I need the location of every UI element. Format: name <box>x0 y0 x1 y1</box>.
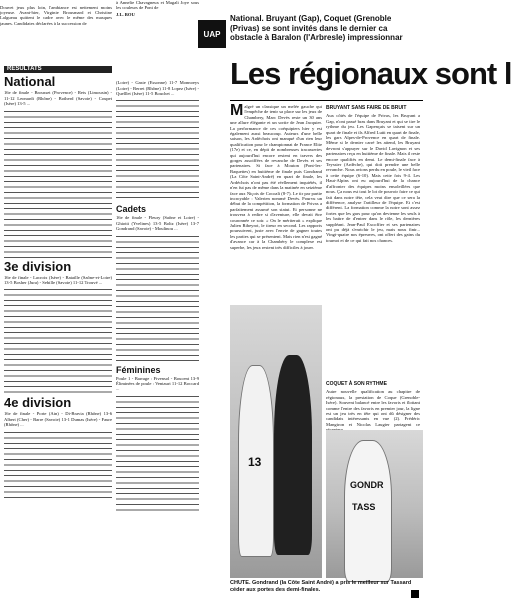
photo-label-gondr: GONDR <box>350 480 384 490</box>
heading-feminines: Féminines <box>116 364 161 375</box>
photo-label-tass: TASS <box>352 502 376 512</box>
photo-number: 13 <box>248 455 262 469</box>
col2-top-text: à Annelie Chavagneux et Magali Joye sous les couleurs de Pont de <box>116 0 199 11</box>
headline-rule <box>230 100 423 101</box>
dropcap: M <box>230 102 244 119</box>
article-1-paragraph <box>230 104 322 250</box>
col2-byline: J.L. BOU <box>116 11 135 17</box>
logo-text: UAP <box>203 29 221 39</box>
photo-players <box>230 305 322 578</box>
cadets-results: 16e de finale - Fleury (Saône et Loire) - Ghiotti (Yvelines) 13-5 Boltz (Isère) 13-7 Gondrand (Savoie) - Moulinou ... <box>116 215 199 232</box>
cadets-filler <box>116 233 199 363</box>
feminines-filler <box>116 393 199 511</box>
division-4-filler <box>4 429 112 499</box>
photo-caption: CHUTE. Gondrand (la Côte Saint André) a pris le meilleur sur Tassard céder aux portes des demi-finales. <box>230 580 412 593</box>
heading-division-4: 4e division <box>4 395 72 411</box>
photo-players-right <box>326 430 423 578</box>
division-4-results: 16e de finale - Porte (Ain) - Di-Bravia (Rhône) 13-6 Albert (Cher) - Barre (Savoie) 13-1 Dumas (Isère) - Faure (Rhône) ... <box>4 411 112 428</box>
page-marker <box>411 590 419 598</box>
heading-cadets: Cadets <box>116 204 147 215</box>
article-2-subhead: BRUYANT SANS FAIRE DE BRUIT <box>326 105 407 111</box>
national-results-filler <box>4 108 112 258</box>
uap-logo <box>198 20 226 48</box>
kicker-lead: National. <box>230 14 264 23</box>
article-2-text: Aux côtés de l'équipe de Privas, les Bruyant a Gap, n'ont passé bras dans Bruyant et qui se tire le rythme du jeu. Les Gapençais se taisent sur un quart de finale et ils Alfred Lutti en quart de finale, les gars Alpes-de-Provence en quart de finale. Même si le dernier carré les attend, les Bruyant devront s'appuyer sur le David Lavignon et ses partenaires reçu en huitième de finale. Mais il reste encore qualifiés en demi. Le demi-finale face à Teyssier (Ardèche), qui doit prendre une belle revanche. Nous avions perdu en poule, le vieil face à cette équipe (6-10). Mais cette fois 9-4. Les Haut-Alpins ont eu aujourd'hui de la chance d'affronter des équipes moins ensoleillées que nous. Ça nous est tout le lot de pouvoir faire ce qui fait dans notre tête, cela veut dire que ce sera la différence, analyse l'artilleur de l'équipe. Et c'est différent. La formation comme la notre sont assez fortes que les gars pour qu'on devienne les seuls à les battre de d'entrer dans le rôle, les dernières suppléant. Jean-Paul Excoffier et ses partenaires ont pu déjà s'enrichir le jeu, mais nous finir... Vingt-quatre nos épreuves, ont offert des gains du tournoi et de ce qui fait nos chances. <box>326 113 421 243</box>
article-3-subhead: COQUET À SON RYTHME <box>326 381 387 387</box>
article-2 <box>326 104 420 244</box>
col2-filler-a <box>116 97 199 202</box>
headline: Les régionaux sont l <box>230 56 511 91</box>
results-column <box>4 64 112 500</box>
kicker <box>230 14 420 43</box>
heading-division-3: 3e division <box>4 258 72 274</box>
article-3 <box>326 380 420 434</box>
division-3-filler <box>4 286 112 394</box>
kicker-text: Bruyant (Gap), Coquet (Grenoble (Privas) se sont invités dans le dernier ca obstacle à Baralon (l'Arbresle) impressionnar <box>230 14 403 42</box>
intro-paragraph: Douvet jeux plus loin, l'ambiance est nettement moins joyeuse. Avant-hier, Virginie Brousmard et Christine Lalgueau quittent le cadre avec le même des masques jaunes. Candidates déclarées à la succession de <box>0 4 112 26</box>
feminines-results: Poule 1 - Barrage : Fivensol - Boucent 13-9 Éliminées de poule : Ventauri 11-12 Boccard ... <box>116 375 199 392</box>
heading-national: National <box>4 74 56 90</box>
col2-results-text: (Loire) - Gaste (Essonne) 11-7 Monnoeys (Loire) - Berret (Rhône) 11-8 Lopez (Isère) - Quelllet (Isère) 11-5 Bouchet ... <box>116 80 199 97</box>
article-3-text: Autre nouvelle qualification au chapitre de régionaux, la prestation de Coque (Grenoble-Isère). Souvent balancé entre les favoris et flottant comme l'entre des favoris en premier jour, la ligne est un jeu très en tête qui ont dû désigner des candidats intéressants en vue (2). Frédéric Mangiron et Nicolas Laugier partagent ce <box>326 389 420 427</box>
article-1 <box>230 104 322 251</box>
section-bar-results: RÉSULTATS <box>4 66 112 73</box>
article-1-text: algré un classique un melée gauche qui l'empêche de tenir sa place sur les jeux de Chambery, Marc Devès reste un 30 ans une allure élégante et un sortie de Jean Jacquier. La performance de ces coéquipiers hier y est également aussi beaucoup. Auteurs d'une belle saison, les Ardéchois ont manqué d'un rien leur qualification pour le championnat de France Elite (17e) et ce, en dépit de nombreuses tracasseries qui aujourd'hui encore restent en travers des gorges assoiffées de revanche de Devès et ses partenaires. Si face à Mouton (Pont-les-Baquettes) en huitième de finale puis Gondrand (La Côte Saint-André) en quart de finale, les Ardéchois n'ont pas été réellement inquiétés, il n'en fut pas de même dans la matinée en seizième face aux Niçois de Cocoali (8-7). Le tir par partie incroyable : Valerien nommé Devès. Pourvu un début de la compétition, la formation de Privas a parfaitement assumé son statut. Et personne ne trouvera à redire si d'aventure, elle devait être couronnée ce soir. « On le mériterait » explique Julien Ribeyrot, le tireur en second. Les rapports poursuivent, juste avec l'envie de gagner toutes les parties qui se présentent. Mais rien n'est gagné d'avance car à la Chambéry le complexe est superbe, les jeux restent très difficiles à jouer. <box>230 104 322 250</box>
intro-text <box>0 0 112 31</box>
column-2 <box>116 0 199 512</box>
division-3-results: 16e de finale - Lacroix (Isère) - Bataille (Saône-et-Loire) 13-5 Bosher (Jura) - Sebille (Savoie) 11-12 Trouvé ... <box>4 274 112 286</box>
national-results: 16e de finale - Brousset (Provence) - Rets (Limousin) - 11-12 Leonardi (Rhône) - Botherd (Savoie) - Coupet (Isère) 13-5 ... <box>4 90 112 107</box>
player-figure-center <box>274 355 312 555</box>
